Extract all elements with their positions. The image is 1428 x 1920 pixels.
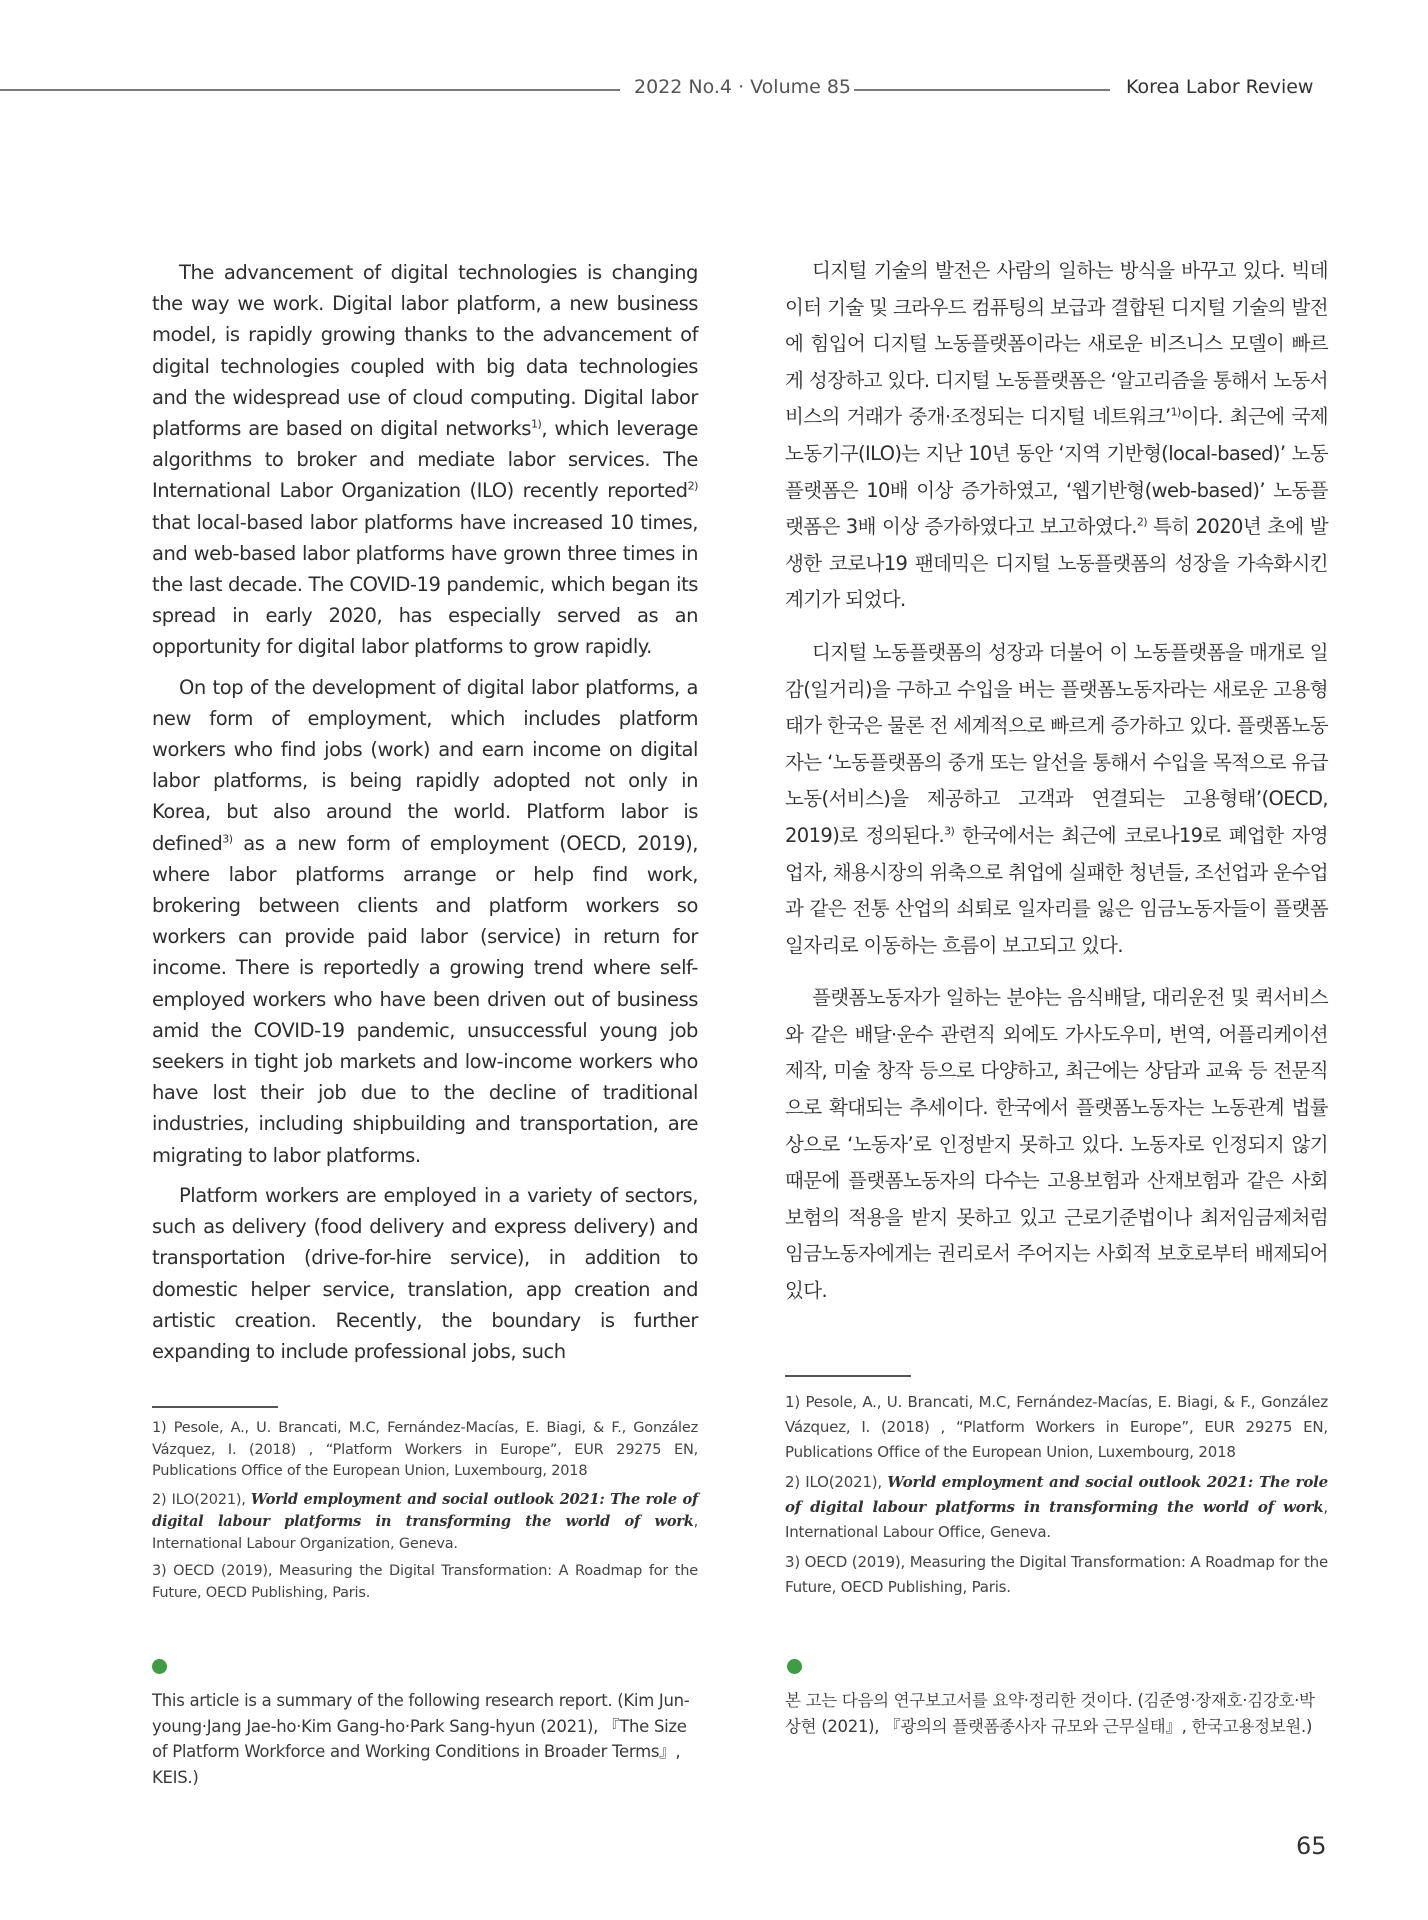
english-paragraph-3: Platform workers are employed in a variety of sectors, such as delivery (food delivery and express delivery) and transportation (drive-for-hire service), in addition to domestic helper service, translation, app creation and artistic creation. Recently, the boundary is further expanding to include professional jobs, such	[152, 1183, 698, 1363]
english-paragraph-2	[152, 672, 698, 1171]
source-note: 본 고는 다음의 연구보고서를 요약·정리한 것이다. (김준영·장재호·김강호·박상현 (2021), 『광의의 플랫폼종사자 규모와 근무실태』, 한국고용정보원.)	[785, 1691, 1315, 1736]
text-run: 디지털 노동플랫폼의 성장과 더불어 이 노동플랫폼을 매개로 일감(일거리)을 구하고 수입을 버는 플랫폼노동자라는 새로운 고용형태가 한국은 물론 전 세계적으로 빠르게 증가하고 있다. 플랫폼노동자는 ‘노동플랫폼의 중개 또는 알선을 통해서 수입을 목적으로 유급노동(서비스)을 제공하고 고객과 연결되는 고용형태’(OECD, 2019)로 정의된다.	[785, 640, 1328, 847]
footnote-ref-1: 1)	[1170, 405, 1181, 419]
footnote-ref-2: 2)	[687, 479, 698, 493]
text-run: , International Labour Organization, Geneva.	[152, 1514, 698, 1552]
text-run: 한국에서는 최근에 코로나19로 폐업한 자영업자, 채용시장의 위축으로 취업에 실패한 청년들, 조선업과 운수업과 같은 전통 산업의 쇠퇴로 일자리를 잃은 임금노동자들이 플랫폼 일자리로 이동하는 흐름이 보고되고 있다.	[785, 823, 1328, 957]
footnote-ref-3: 3)	[222, 832, 233, 846]
korean-paragraph-1	[785, 253, 1328, 619]
page-number: 65	[1296, 1832, 1327, 1860]
text-run: , International Labour Office, Geneva.	[785, 1498, 1328, 1541]
text-run: 2) ILO(2021),	[152, 1491, 251, 1508]
footnote-2	[785, 1470, 1328, 1545]
english-body	[152, 257, 698, 1376]
text-run: The advancement of digital technologies is changing the way we work. Digital labor platform, a new business model, is rapidly growing thanks to the advancement of digital technologies coupled with big data technologies and the widespread use of cloud computing. Digital labor platforms are based on digital networks	[152, 261, 698, 441]
english-footnotes	[152, 1418, 698, 1610]
korean-footnotes	[785, 1390, 1328, 1605]
report-title: World employment and social outlook 2021: The role of digital labour platforms in transforming the world of work	[785, 1473, 1328, 1516]
journal-title: Korea Labor Review	[1126, 76, 1314, 98]
footnote-3: 3) OECD (2019), Measuring the Digital Transformation: A Roadmap for the Future, OECD Publishing, Paris.	[152, 1563, 698, 1601]
report-title: World employment and social outlook 2021: The role of digital labour platforms in transforming the world of work	[152, 1490, 698, 1530]
footnote-3: 3) OECD (2019), Measuring the Digital Transformation: A Roadmap for the Future, OECD Publishing, Paris.	[785, 1553, 1328, 1596]
green-bullet-icon	[787, 1659, 802, 1674]
green-bullet-icon	[152, 1659, 167, 1674]
footnote-rule	[152, 1406, 278, 1408]
korean-column	[785, 0, 1328, 1920]
text-run: 특히 2020년 초에 발생한 코로나19 팬데믹은 디지털 노동플랫폼의 성장을 가속화시킨 계기가 되었다.	[785, 515, 1328, 612]
footnote-ref-1: 1)	[530, 417, 542, 431]
text-run: 디지털 기술의 발전은 사람의 일하는 방식을 바꾸고 있다. 빅데이터 기술 및 크라우드 컴퓨팅의 보급과 결합된 디지털 기술의 발전에 힘입어 디지털 노동플랫폼이라는 새로운 비즈니스 모델이 빠르게 성장하고 있다. 디지털 노동플랫폼은 ‘알고리즘을 통해서 노동서비스의 거래가 중개·조정되는 디지털 네트워크’	[785, 259, 1328, 429]
source-note: This article is a summary of the following research report. (Kim Jun-young·Jang Jae-ho·Kim Gang-ho·Park Sang-hyun (2021), 『The Size of Platform Workforce and Working Conditions in Broader Terms』, KEIS.)	[152, 1691, 690, 1787]
korean-body	[785, 253, 1328, 1326]
text-run: 이다. 최근에 국제노동기구(ILO)는 지난 10년 동안 ‘지역 기반형(local-based)’ 노동플랫폼은 10배 이상 증가하였고, ‘웹기반형(web-based)’ 노동플랫폼은 3배 이상 증가하였다고 보고하였다.	[785, 405, 1328, 539]
footnote-ref-3: 3)	[944, 824, 955, 838]
footnote-1: 1) Pesole, A., U. Brancati, M.C, Fernández-Macías, E. Biagi, & F., González Vázquez, I. (2018) , “Platform Workers in Europe”, EUR 29275 EN, Publications Office of the European Union, Luxembourg, 2018	[785, 1393, 1328, 1461]
footnote-2	[152, 1489, 698, 1556]
korean-paragraph-3: 플랫폼노동자가 일하는 분야는 음식배달, 대리운전 및 퀵서비스와 같은 배달·운수 관련직 외에도 가사도우미, 번역, 어플리케이션 제작, 미술 창작 등으로 다양하고, 최근에는 상담과 교육 등 전문직으로 확대되는 추세이다. 한국에서 플랫폼노동자는 노동관계 법률 상으로 ‘노동자’로 인정받지 못하고 있다. 노동자로 인정되지 않기 때문에 플랫폼노동자의 다수는 고용보험과 산재보험과 같은 사회보험의 적용을 받지 못하고 있고 근로기준법이나 최저임금제처럼 임금노동자에게는 권리로서 주어지는 사회적 보호로부터 배제되어 있다.	[785, 986, 1328, 1303]
text-run: as a new form of employment (OECD, 2019), where labor platforms arrange or help find work, brokering between clients and platform workers so workers can provide paid labor (service) in return for income. There is reportedly a growing trend where self-employed workers who have been driven out of business amid the COVID-19 pandemic, unsuccessful young job seekers in tight job markets and low-income workers who have lost their job due to the decline of traditional industries, including shipbuilding and transportation, are migrating to labor platforms.	[152, 831, 698, 1167]
text-run: 2) ILO(2021),	[785, 1473, 888, 1491]
footnote-1: 1) Pesole, A., U. Brancati, M.C, Fernández-Macías, E. Biagi, & F., González Vázquez, I. (2018) , “Platform Workers in Europe”, EUR 29275 EN, Publications Office of the European Union, Luxembourg, 2018	[152, 1420, 698, 1479]
text-run: , which leverage algorithms to broker and mediate labor services. The International Labor Organization (ILO) recently reported	[152, 417, 698, 503]
footnote-rule	[785, 1375, 911, 1377]
korean-paragraph-2	[785, 635, 1328, 964]
english-paragraph-1	[152, 257, 698, 663]
english-column	[152, 0, 698, 1920]
text-run: that local-based labor platforms have increased 10 times, and web-based labor platforms have grown three times in the last decade. The COVID-19 pandemic, which began its spread in early 2020, has especially served as an opportunity for digital labor platforms to grow rapidly.	[152, 510, 698, 659]
issue-label: 2022 No.4 · Volume 85	[634, 76, 852, 98]
footnote-ref-2: 2)	[1136, 515, 1147, 529]
text-run: On top of the development of digital labor platforms, a new form of employment, which includes platform workers who find jobs (work) and earn income on digital labor platforms, is being rapidly adopted not only in Korea, but also around the world. Platform labor is defined	[152, 675, 698, 855]
